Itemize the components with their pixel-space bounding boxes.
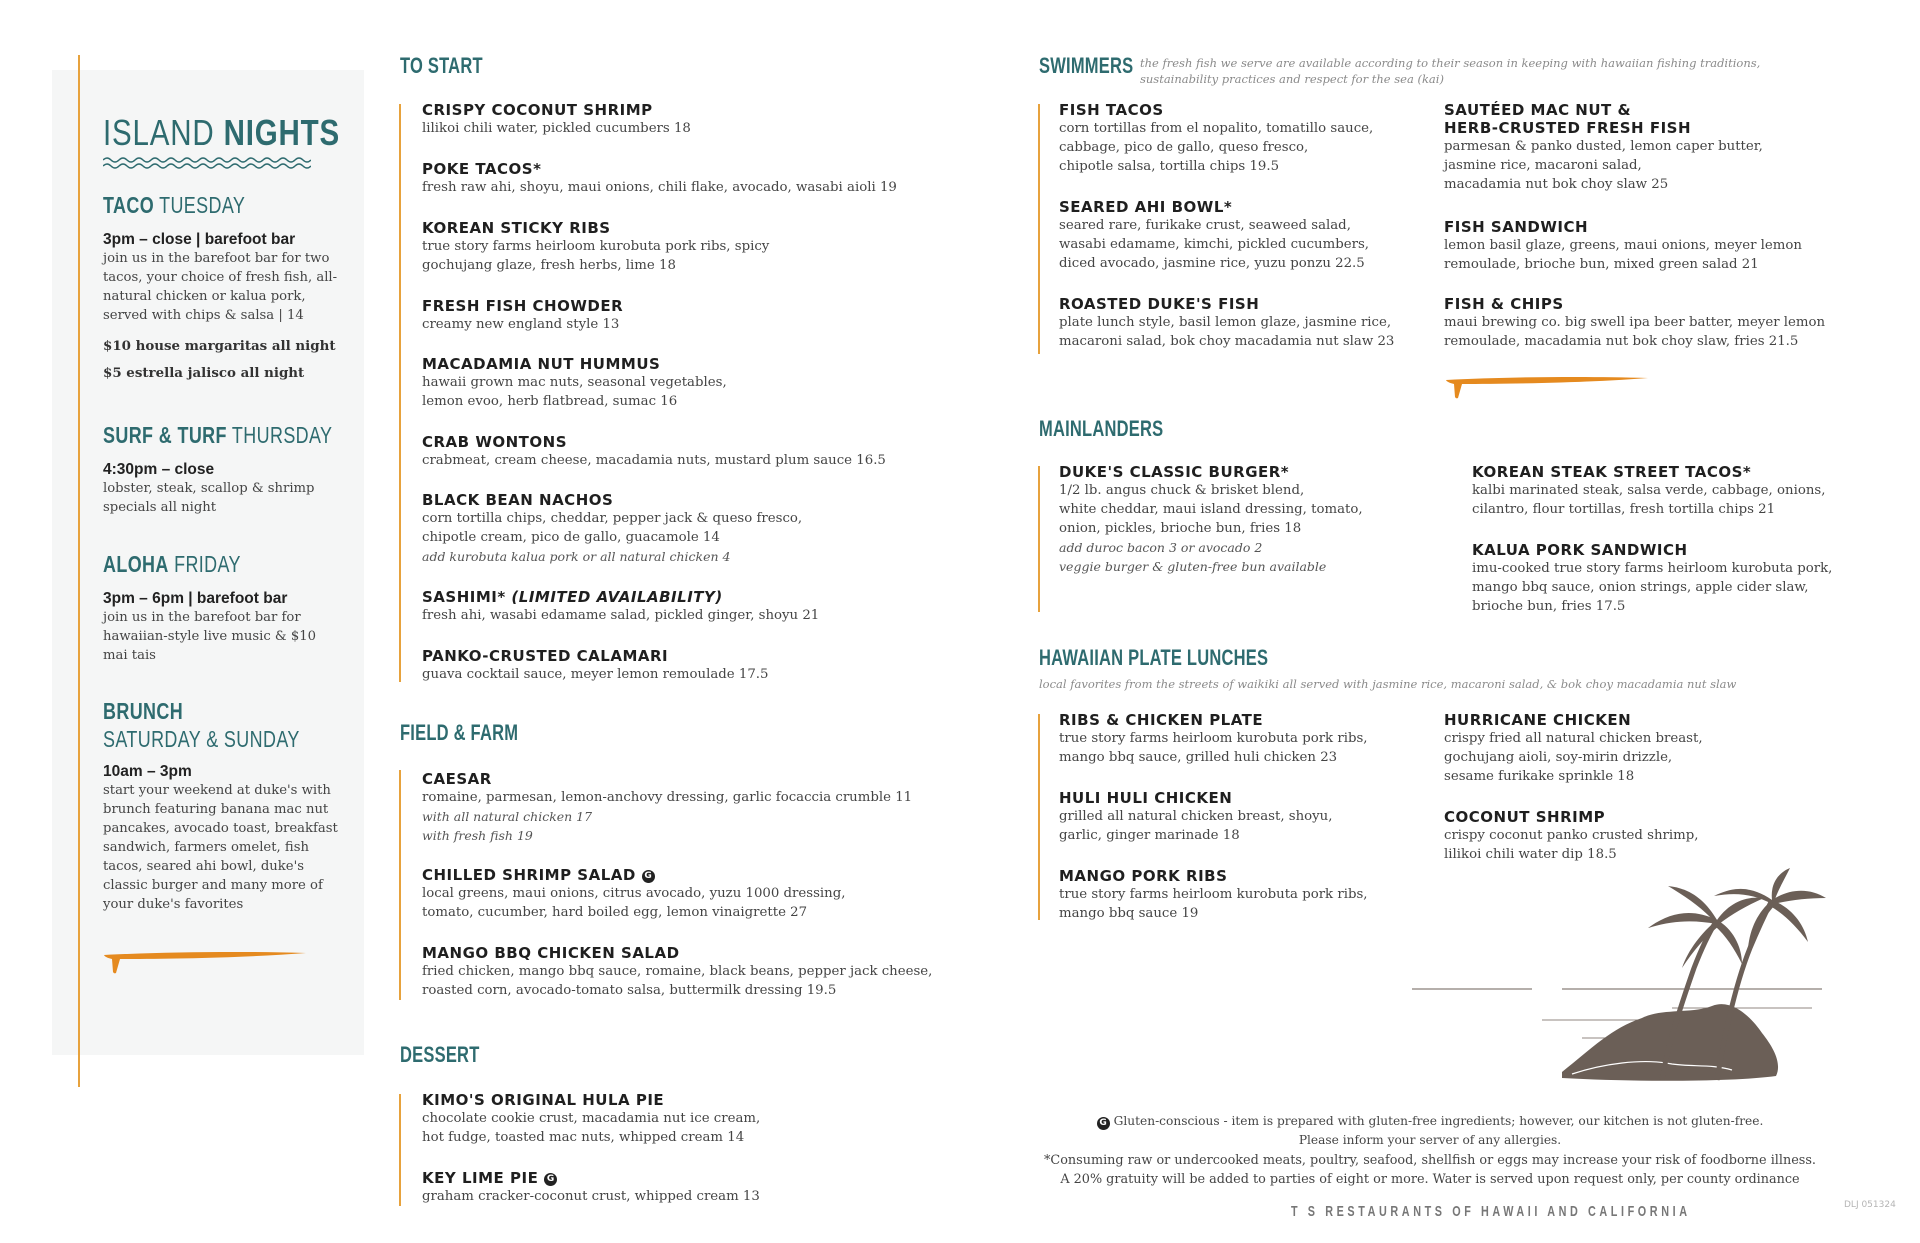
menu-item: CRISPY COCONUT SHRIMP lilikoi chili water, pickled cucumbers 18 [422,101,691,136]
menu-item: HULI HULI CHICKEN grilled all natural chicken breast, shoyu, garlic, ginger marinade 18 [1059,789,1333,843]
gluten-conscious-icon: G [544,1173,557,1186]
aloha-friday: ALOHA FRIDAY 3pm – 6pm | barefoot bar join us in the barefoot bar for hawaiian-style live music & $10 mai tais [103,551,339,665]
surfboard-icon [102,950,308,980]
section-rule [399,104,401,682]
event-time: 10am – 3pm [103,763,192,780]
section-note: local favorites from the streets of waikiki all served with jasmine rice, macaroni salad, & bok choy macadamia nut slaw [1039,677,1737,691]
gluten-conscious-icon: G [642,870,655,883]
sidebar-rule [78,55,80,1087]
menu-item: MACADAMIA NUT HUMMUS hawaii grown mac nuts, seasonal vegetables, lemon evoo, herb flatbread, sumac 16 [422,355,727,409]
menu-item: ROASTED DUKE'S FISH plate lunch style, basil lemon glaze, jasmine rice, macaroni salad, bok choy macadamia nut slaw 23 [1059,295,1395,349]
section-note: the fresh fish we serve are available according to their season in keeping with hawaiian fishing traditions, sustainability practices and respect for the sea (kai) [1140,56,1761,86]
taco-tuesday: TACO TUESDAY 3pm – close | barefoot bar join us in the barefoot bar for two tacos, your choice of fresh fish, all-natural chicken or kalua pork, served with chips & salsa | 14 $10 house margaritas all night $5 estrella jalisco all night [103,192,338,381]
brunch: BRUNCH SATURDAY & SUNDAY 10am – 3pm start your weekend at duke's with brunch featuring banana mac nut pancakes, avocado toast, breakfast sandwich, farmers omelet, fish tacos, seared ahi bowl, duke's classic burger and many more of your duke's favorites [103,698,338,912]
menu-code: DLJ 051324 [1844,1200,1896,1210]
title-light: ISLAND [103,112,224,153]
menu-item: KOREAN STICKY RIBS true story farms heirloom kurobuta pork ribs, spicy gochujang glaze, fresh herbs, lime 18 [422,219,770,273]
menu-item: SAUTÉED MAC NUT & HERB-CRUSTED FRESH FISH parmesan & panko dusted, lemon caper butter, jasmine rice, macaroni salad, macadamia nut bok choy slaw 25 [1444,101,1763,192]
raw-food-warning: *Consuming raw or undercooked meats, poultry, seafood, shellfish or eggs may increase your risk of foodborne illness. [1044,1153,1816,1168]
special: $5 estrella jalisco all night [103,365,305,381]
island-nights-title [103,112,339,154]
section-title-mainlanders: MAINLANDERS [1039,416,1164,441]
menu-item: CHILLED SHRIMP SALAD G local greens, maui onions, citrus avocado, yuzu 1000 dressing, tomato, cucumber, hard boiled egg, lemon vinaigrette 27 [422,866,846,920]
restaurant-tagline: T S RESTAURANTS OF HAWAII AND CALIFORNIA [1291,1203,1691,1220]
section-title-to-start: TO START [400,53,483,78]
section-rule [1038,104,1040,354]
menu-item: POKE TACOS* fresh raw ahi, shoyu, maui onions, chili flake, avocado, wasabi aioli 19 [422,160,897,195]
menu-item: FRESH FISH CHOWDER creamy new england style 13 [422,297,624,332]
section-title-plate-lunches: HAWAIIAN PLATE LUNCHES [1039,645,1269,670]
event-body: join us in the barefoot bar for two tacos, your choice of fresh fish, all-natural chicken or kalua pork, served with chips & salsa | 14 [103,251,338,323]
waves-icon [103,156,311,170]
gluten-conscious-icon: G [1097,1117,1110,1130]
menu-item: KEY LIME PIE G graham cracker-coconut crust, whipped cream 13 [422,1169,760,1204]
surfboard-icon [1444,375,1650,405]
event-time: 4:30pm – close [103,461,215,478]
menu-item: BLACK BEAN NACHOS corn tortilla chips, cheddar, pepper jack & queso fresco, chipotle cream, pico de gallo, guacamole 14 add kurobuta kalua pork or all natural chicken 4 [422,491,803,564]
allergy-note: Please inform your server of any allergies. [1298,1133,1562,1147]
menu-item: PANKO-CRUSTED CALAMARI guava cocktail sauce, meyer lemon remoulade 17.5 [422,647,769,682]
palm-trees-illustration [1412,868,1832,1090]
menu-item: KIMO'S ORIGINAL HULA PIE chocolate cookie crust, macadamia nut ice cream, hot fudge, toasted mac nuts, whipped cream 14 [422,1091,761,1145]
section-rule [399,1094,401,1206]
menu-item: CRAB WONTONS crabmeat, cream cheese, macadamia nuts, mustard plum sauce 16.5 [422,433,886,468]
menu-item: KOREAN STEAK STREET TACOS* kalbi marinated steak, salsa verde, cabbage, onions, cilantro, flour tortillas, fresh tortilla chips 21 [1472,463,1826,517]
section-rule [1038,466,1040,612]
section-rule [1038,714,1040,920]
gratuity-note: A 20% gratuity will be added to parties of eight or more. Water is served upon request only, per county ordinance [1060,1172,1800,1187]
menu-item: FISH TACOS corn tortillas from el nopalito, tomatillo sauce, cabbage, pico de gallo, queso fresco, chipotle salsa, tortilla chips 19.5 [1059,101,1374,174]
gluten-note: G Gluten-conscious - item is prepared with gluten-free ingredients; however, our kitchen is not gluten-free. [1060,1112,1800,1131]
menu-item: MANGO PORK RIBS true story farms heirloom kurobuta pork ribs, mango bbq sauce 19 [1059,867,1368,921]
event-body: join us in the barefoot bar for hawaiian-style live music & $10 mai tais [103,610,317,663]
menu-item: KALUA PORK SANDWICH imu-cooked true story farms heirloom kurobuta pork, mango bbq sauce, onion strings, apple cider slaw, brioche bun, fries 17.5 [1472,541,1833,614]
surf-turf-thursday: SURF & TURF THURSDAY 4:30pm – close lobster, steak, scallop & shrimp specials all night [103,422,339,517]
menu-item: FISH & CHIPS maui brewing co. big swell ipa beer batter, meyer lemon remoulade, macadamia nut bok choy slaw, fries 21.5 [1444,295,1826,349]
event-body: start your weekend at duke's with brunch featuring banana mac nut pancakes, avocado toast, breakfast sandwich, farmers omelet, fish tacos, seared ahi bowl, duke's classic burger and many more of your duke's favorites [103,783,338,912]
event-body: lobster, steak, scallop & shrimp specials all night [103,481,315,515]
menu-item: HURRICANE CHICKEN crispy fried all natural chicken breast, gochujang aioli, soy-mirin drizzle, sesame furikake sprinkle 18 [1444,711,1703,784]
title-bold: NIGHTS [223,112,341,153]
menu-item: DUKE'S CLASSIC BURGER* 1/2 lb. angus chuck & brisket blend, white cheddar, maui island dressing, tomato, onion, pickles, brioche bun, fries 18 add duroc bacon 3 or avocado 2 veggie burger & gluten-free bun available [1059,463,1363,574]
menu-item: FISH SANDWICH lemon basil glaze, greens, maui onions, meyer lemon remoulade, brioche bun, mixed green salad 21 [1444,218,1802,272]
menu-item: COCONUT SHRIMP crispy coconut panko crusted shrimp, lilikoi chili water dip 18.5 [1444,808,1699,862]
special: $10 house margaritas all night [103,338,336,354]
section-title-dessert: DESSERT [400,1042,480,1067]
section-title-swimmers: SWIMMERS [1039,53,1134,78]
section-rule [399,770,401,1000]
event-time: 3pm – close | barefoot bar [103,231,296,248]
menu-item: MANGO BBQ CHICKEN SALAD fried chicken, mango bbq sauce, romaine, black beans, pepper jack cheese, roasted corn, avocado-tomato salsa, buttermilk dressing 19.5 [422,944,933,998]
menu-item: SEARED AHI BOWL* seared rare, furikake crust, seaweed salad, wasabi edamame, kimchi, pickled cucumbers, diced avocado, jasmine rice, yuzu ponzu 22.5 [1059,198,1370,271]
event-time: 3pm – 6pm | barefoot bar [103,590,288,607]
menu-item: SASHIMI* (LIMITED AVAILABILITY) fresh ahi, wasabi edamame salad, pickled ginger, shoyu 21 [422,588,820,623]
section-title-field-farm: FIELD & FARM [400,720,519,745]
menu-item: CAESAR romaine, parmesan, lemon-anchovy dressing, garlic focaccia crumble 11 with all natural chicken 17 with fresh fish 19 [422,770,913,843]
menu-item: RIBS & CHICKEN PLATE true story farms heirloom kurobuta pork ribs, mango bbq sauce, grilled huli chicken 23 [1059,711,1368,765]
